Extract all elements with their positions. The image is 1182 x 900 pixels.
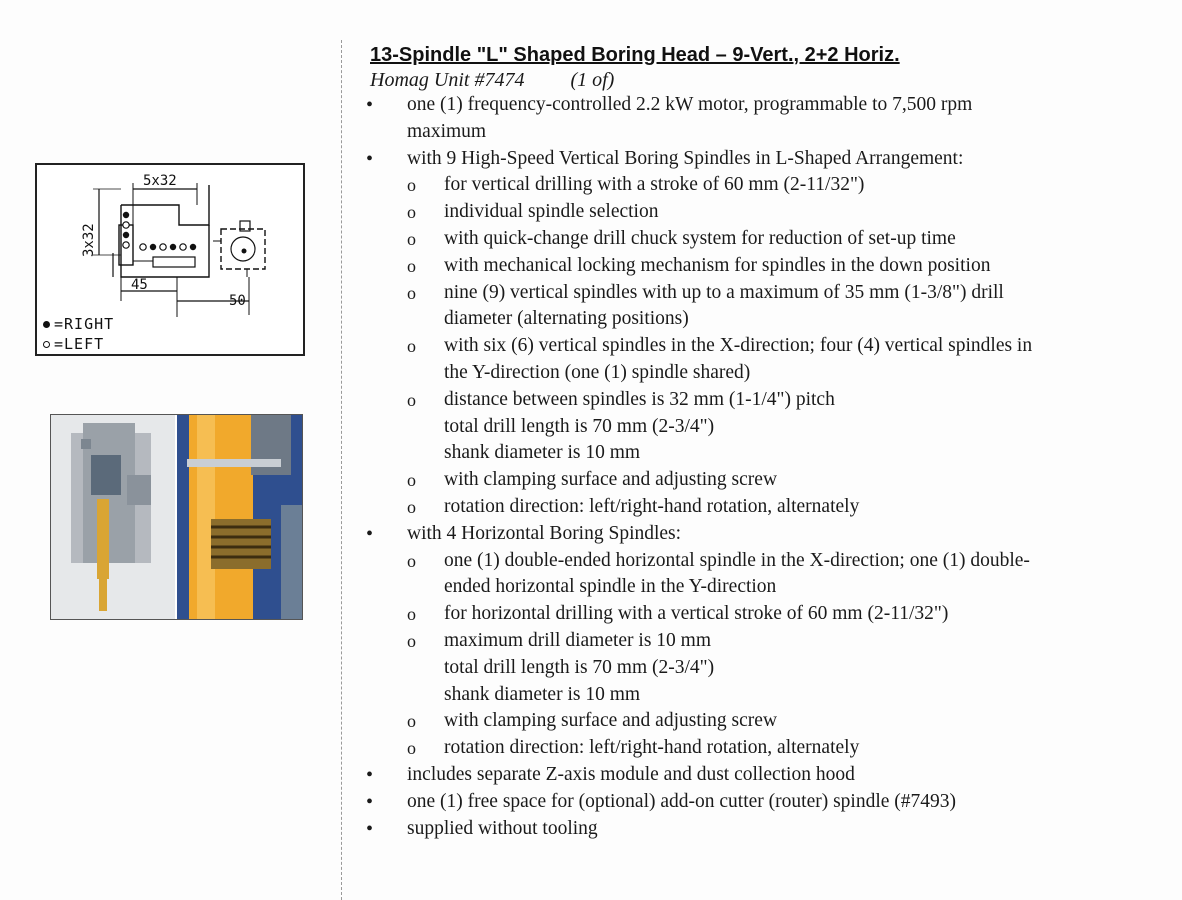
divider-line (341, 40, 342, 900)
list-item-router: • one (1) free space for (optional) add-on cutter (router) spindle (#7493) (370, 789, 1170, 816)
sublist-item: o rotation direction: left/right-hand rotation, alternately (407, 494, 1170, 521)
unit-number: Homag Unit #7474 (370, 69, 525, 91)
unit-quantity: (1 of) (570, 69, 615, 91)
sublist-item: o with clamping surface and adjusting screw (407, 467, 1170, 494)
dim-left-label: 3x32 (81, 223, 97, 257)
sublist-item: o one (1) double-ended horizontal spindle in the X-direction; one (1) double- ended horizontal spindle in the Y-direction (407, 548, 1170, 602)
dim-45-label: 45 (131, 277, 148, 293)
vertical-sublist (407, 172, 1170, 520)
unit-line (370, 68, 1170, 92)
sublist-item: o with six (6) vertical spindles in the X-direction; four (4) vertical spindles in the Y-direction (one (1) spindle shared) (407, 333, 1170, 387)
sublist-item: o rotation direction: left/right-hand rotation, alternately (407, 735, 1170, 762)
sublist-item: o with quick-change drill chuck system for reduction of set-up time (407, 226, 1170, 253)
list-item-motor: • one (1) frequency-controlled 2.2 kW motor, programmable to 7,500 rpm maximum (370, 92, 1170, 146)
dim-top-label: 5x32 (143, 173, 177, 189)
sublist-item: o with mechanical locking mechanism for spindles in the down position (407, 253, 1170, 280)
page-title: 13-Spindle "L" Shaped Boring Head – 9-Vert., 2+2 Horiz. (370, 44, 900, 66)
spec-list (370, 92, 1170, 842)
list-item-tooling: • supplied without tooling (370, 816, 1170, 843)
horizontal-sublist (407, 548, 1170, 762)
hollow-dot-icon (43, 341, 50, 348)
sublist-item: o for vertical drilling with a stroke of 60 mm (2-11/32") (407, 172, 1170, 199)
boring-head-photo (50, 414, 303, 620)
filled-dot-icon (43, 321, 50, 328)
sublist-item: o individual spindle selection (407, 199, 1170, 226)
list-item-vertical-spindles: • with 9 High-Speed Vertical Boring Spindles in L-Shaped Arrangement: o for vertical drilling with a stroke of 60 mm (2-11/32") o individual spindle selection o with quick-change drill chuck system for reduction of set-up time o with mechanical locking mechanism for spindles in the down position o nine (9) vertical spindles with up to a maximum of 35 mm (1-3/8") drill diameter (alternating positions) o with six (6) vertical spindles in the X-direction; four (4) vertical spindles in the Y-direction (one (1) spindle shared) o distance between spindles is 32 mm (1-1/4") pitch total drill length is 70 mm (2-3/4") shank diameter is 10 mm o with clamping surface and adjusting screw o rotation direction: left/right-hand rotation, alternately (370, 146, 1170, 521)
spec-document (370, 42, 1170, 842)
spindle-layout-diagram (35, 163, 305, 356)
sublist-item: o for horizontal drilling with a vertical stroke of 60 mm (2-11/32") (407, 601, 1170, 628)
list-item-horizontal-spindles: • with 4 Horizontal Boring Spindles: o one (1) double-ended horizontal spindle in the X-direction; one (1) double- ended horizontal spindle in the Y-direction o for horizontal drilling with a vertical stroke of 60 mm (2-11/32") o maximum drill diameter is 10 mm total drill length is 70 mm (2-3/4") shank diameter is 10 mm o with clamping surface and adjusting screw o rotation direction: left/right-hand rotation, alternately (370, 521, 1170, 762)
sublist-item: o nine (9) vertical spindles with up to a maximum of 35 mm (1-3/8") drill diameter (alternating positions) (407, 280, 1170, 334)
legend-left: =LEFT (43, 335, 104, 353)
list-item-zaxis: • includes separate Z-axis module and dust collection hood (370, 762, 1170, 789)
legend-right: =RIGHT (43, 315, 114, 333)
photo-drawing (51, 415, 302, 619)
sublist-item: o with clamping surface and adjusting screw (407, 708, 1170, 735)
sublist-item: o maximum drill diameter is 10 mm total drill length is 70 mm (2-3/4") shank diameter is 10 mm (407, 628, 1170, 708)
sublist-item: o distance between spindles is 32 mm (1-1/4") pitch total drill length is 70 mm (2-3/4") shank diameter is 10 mm (407, 387, 1170, 467)
dim-50-label: 50 (229, 293, 246, 309)
